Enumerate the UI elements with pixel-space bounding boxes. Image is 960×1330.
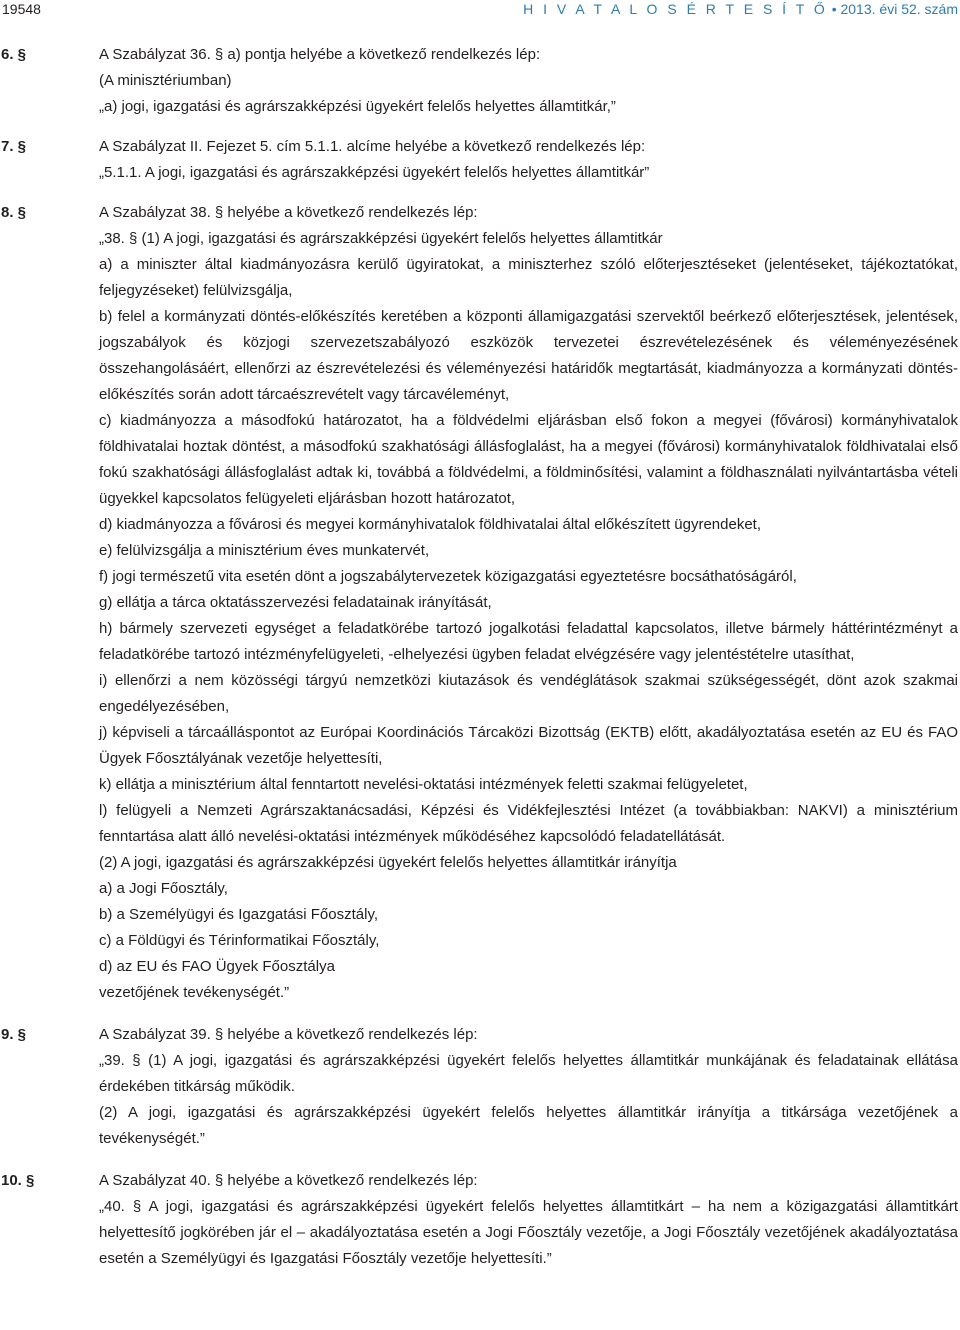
paragraph: „5.1.1. A jogi, igazgatási és agrárszakképzési ügyekért felelős helyettes államtitkár” xyxy=(99,164,650,181)
paragraph: b) felel a kormányzati döntés-előkészítés keretében a központi államigazgatási szervektől beérkező előterjesztések, jelentések, jogszabályok és közjogi szervezetszabályozó eszközök tervezetei észrevételezésének és véleményezésének összehangolásáért, ellenőrzi az észrevételezési és véleményezési határidők megtartását, kiadmányozza a kormányzati döntés-előkészítés során adott tárcaészrevételt vagy tárcavéleményt, xyxy=(99,308,958,403)
section-7 xyxy=(0,134,958,186)
section-body xyxy=(99,1168,958,1272)
paragraph: A Szabályzat 36. § a) pontja helyébe a következő rendelkezés lép: xyxy=(99,46,541,63)
page-header xyxy=(0,0,960,24)
document-body xyxy=(0,42,958,1272)
journal-title: H I V A T A L O S É R T E S Í T Ő xyxy=(523,1,828,17)
paragraph: a) a Jogi Főosztály, xyxy=(99,880,228,897)
paragraph: h) bármely szervezeti egységet a feladatkörébe tartozó jogalkotási feladattal kapcsolatos, illetve bármely háttérintézményt a feladatkörébe tartozó intézményfelügyeleti, -elhelyezési ügyben feladat elvégzésére vagy jelentéstételre utasíthat, xyxy=(99,620,958,663)
header-bullet: • xyxy=(831,1,837,17)
paragraph: i) ellenőrzi a nem közösségi tárgyú nemzetközi kiutazások és vendéglátások szakmai szükségességét, dönt azok szakmai engedélyezésében, xyxy=(99,672,958,715)
paragraph: k) ellátja a minisztérium által fenntartott nevelési-oktatási intézmények feletti szakmai felügyeletet, xyxy=(99,776,748,793)
paragraph: A Szabályzat II. Fejezet 5. cím 5.1.1. alcíme helyébe a következő rendelkezés lép: xyxy=(99,138,646,155)
issue-number: 2013. évi 52. szám xyxy=(840,1,958,17)
paragraph: „39. § (1) A jogi, igazgatási és agrárszakképzési ügyekért felelős helyettes államtitkár munkájának és feladatainak ellátása érdekében titkárság működik. xyxy=(99,1052,958,1095)
paragraph: „40. § A jogi, igazgatási és agrárszakképzési ügyekért felelős helyettes államtitkárt – ha nem a közigazgatási államtitkárt helyettesítő jogkörében jár el – akadályoztatása esetén a Jogi Főosztály vezetője, a Jogi Főosztály vezetőjének akadályoztatása esetén a Személyügyi és Igazgatási Főosztály vezetője helyettesíti.” xyxy=(99,1198,958,1267)
section-6 xyxy=(0,42,958,120)
section-body xyxy=(99,1022,958,1152)
section-number: 6. § xyxy=(1,46,27,63)
page-number: 19548 xyxy=(2,1,41,17)
paragraph: vezetőjének tevékenységét.” xyxy=(99,984,290,1001)
paragraph: (2) A jogi, igazgatási és agrárszakképzési ügyekért felelős helyettes államtitkár irányítja a titkársága vezetőjének a tevékenységét.” xyxy=(99,1104,958,1147)
section-body xyxy=(99,134,958,186)
section-10 xyxy=(0,1168,958,1272)
paragraph: c) a Földügyi és Térinformatikai Főosztály, xyxy=(99,932,380,949)
paragraph: f) jogi természetű vita esetén dönt a jogszabálytervezetek közigazgatási egyeztetésre bocsáthatóságáról, xyxy=(99,568,797,585)
section-number: 8. § xyxy=(1,204,27,221)
paragraph: e) felülvizsgálja a minisztérium éves munkatervét, xyxy=(99,542,430,559)
section-8 xyxy=(0,200,958,1006)
running-title xyxy=(523,1,958,17)
section-9 xyxy=(0,1022,958,1152)
paragraph: d) kiadmányozza a fővárosi és megyei kormányhivatalok földhivatalai által előkészített ügyrendeket, xyxy=(99,516,762,533)
paragraph: „38. § (1) A jogi, igazgatási és agrárszakképzési ügyekért felelős helyettes államtitkár xyxy=(99,230,663,247)
section-number: 9. § xyxy=(1,1026,27,1043)
paragraph: g) ellátja a tárca oktatásszervezési feladatainak irányítását, xyxy=(99,594,492,611)
paragraph: a) a miniszter által kiadmányozásra kerülő ügyiratokat, a miniszterhez szóló előterjesztéseket (jelentéseket, tájékoztatókat, feljegyzéseket) felülvizsgálja, xyxy=(99,256,958,299)
paragraph: „a) jogi, igazgatási és agrárszakképzési ügyekért felelős helyettes államtitkár,” xyxy=(99,98,616,115)
section-number: 10. § xyxy=(1,1172,35,1189)
paragraph: j) képviseli a tárcaálláspontot az Európai Koordinációs Tárcaközi Bizottság (EKTB) előtt, akadályoztatása esetén az EU és FAO Ügyek Főosztályának vezetője helyettesíti, xyxy=(99,724,958,767)
section-body xyxy=(99,200,958,1006)
paragraph: (2) A jogi, igazgatási és agrárszakképzési ügyekért felelős helyettes államtitkár irányítja xyxy=(99,854,677,871)
paragraph: c) kiadmányozza a másodfokú határozatot, ha a földvédelmi eljárásban első fokon a megyei (fővárosi) kormányhivatalok földhivatalai hoztak döntést, a másodfokú szakhatósági állásfoglalást, ha a megyei (fővárosi) kormányhivatalok földhivatalai első fokú szakhatósági állásfoglalást adtak ki, továbbá a földvédelmi, a földminősítési, valamint a földhasználati nyilvántartásba vételi ügyekkel kapcsolatos felügyeleti eljárásban hozott határozatot, xyxy=(99,412,958,507)
paragraph: (A minisztériumban) xyxy=(99,72,232,89)
section-number: 7. § xyxy=(1,138,27,155)
paragraph: l) felügyeli a Nemzeti Agrárszaktanácsadási, Képzési és Vidékfejlesztési Intézet (a továbbiakban: NAKVI) a minisztérium fenntartása alatt álló nevelési-oktatási intézmények működéséhez kapcsolódó feladatellátását. xyxy=(99,802,958,845)
section-body xyxy=(99,42,958,120)
paragraph: b) a Személyügyi és Igazgatási Főosztály, xyxy=(99,906,379,923)
paragraph: d) az EU és FAO Ügyek Főosztálya xyxy=(99,958,335,975)
paragraph: A Szabályzat 38. § helyébe a következő rendelkezés lép: xyxy=(99,204,478,221)
paragraph: A Szabályzat 40. § helyébe a következő rendelkezés lép: xyxy=(99,1172,478,1189)
paragraph: A Szabályzat 39. § helyébe a következő rendelkezés lép: xyxy=(99,1026,478,1043)
